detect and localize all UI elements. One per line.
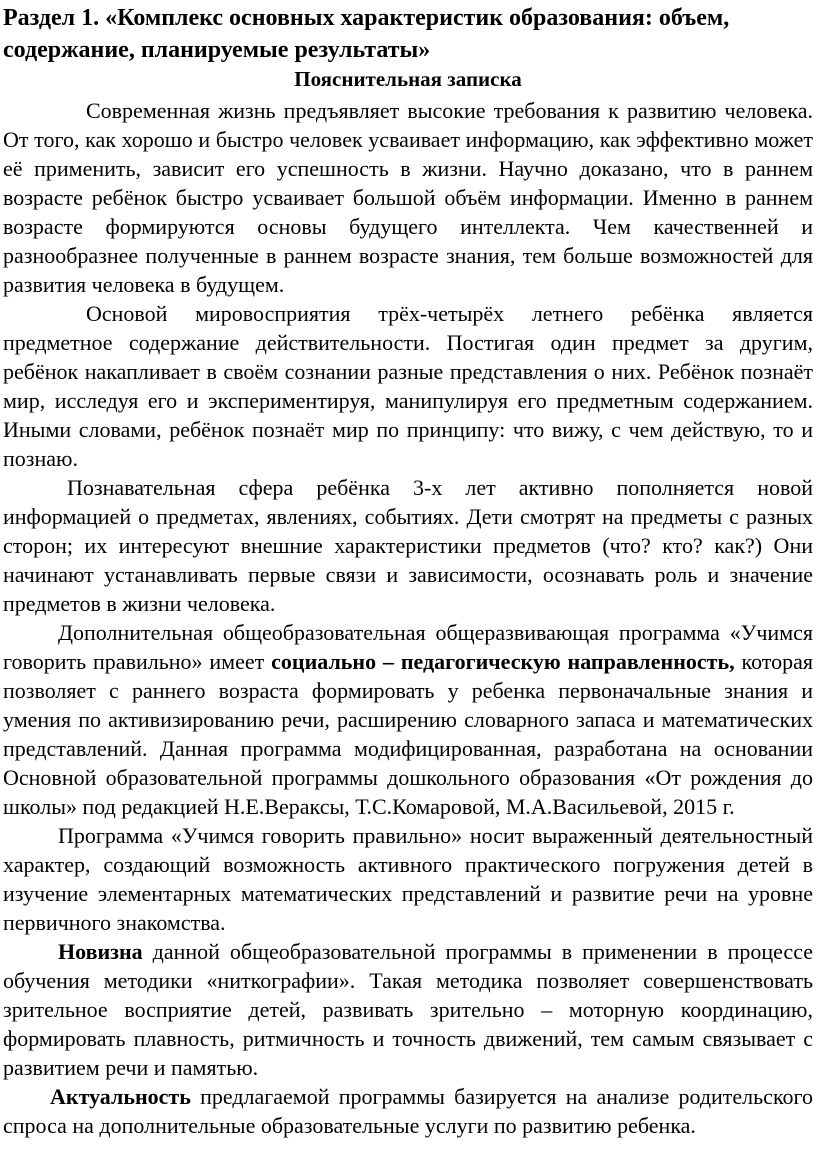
- paragraph-4: [3, 618, 813, 821]
- paragraph-5: Программа «Учимся говорить правильно» носит выраженный деятельностный характер, создающий возможность активного практического погружения детей в изучение элементарных математических представлений и развитие речи на уровне первичного знакомства.: [3, 823, 813, 935]
- paragraph-1: Современная жизнь предъявляет высокие требования к развитию человека. От того, как хорошо и быстро человек усваивает информацию, как эффективно может её применить, зависит его успешность в жизни. Научно доказано, что в раннем возрасте ребёнок быстро усваивает большой объём информации. Именно в раннем возрасте формируются основы будущего интеллекта. Чем качественней и разнообразнее полученные в раннем возрасте знания, тем больше возможностей для развития человека в будущем.: [3, 98, 813, 297]
- section-title: Раздел 1. «Комплекс основных характеристик образования: объем, содержание, планируемые результаты»: [3, 5, 730, 63]
- novelty-term: Новизна: [58, 939, 143, 964]
- paragraph-4-emphasis: социально – педагогическую направленность,: [271, 649, 735, 674]
- paragraph-2: Основой мировосприятия трёх-четырёх летнего ребёнка является предметное содержание действительности. Постигая один предмет за другим, ребёнок накапливает в своём сознании разные представления о них. Ребёнок познаёт мир, исследуя его и экспериментируя, манипулируя его предметным содержанием. Иными словами, ребёнок познаёт мир по принципу: что вижу, с чем действую, то и познаю.: [3, 301, 813, 471]
- paragraph-4-intro: Дополнительная общеобразовательная общеразвивающая программа «Учимся говорить правильно» имеет: [3, 620, 813, 674]
- document-page: [3, 2, 813, 1140]
- paragraph-3: Познавательная сфера ребёнка 3-х лет активно пополняется новой информацией о предметах, явлениях, событиях. Дети смотрят на предметы с разных сторон; их интересуют внешние характеристики предметов (что? кто? как?) Они начинают устанавливать первые связи и зависимости, осознавать роль и значение предметов в жизни человека.: [3, 475, 813, 616]
- paragraph-4-rest: которая позволяет с раннего возраста формировать у ребенка первоначальные знания и умения по активизированию речи, расширению словарного запаса и математических представлений. Данная программа модифицированная, разработана на основании Основной образовательной программы дошкольного образования «От рождения до школы» под редакцией Н.Е.Вераксы, Т.С.Комаровой, М.А.Васильевой, 2015 г.: [3, 649, 813, 819]
- paragraph-7-rest: предлагаемой программы базируется на анализе родительского спроса на дополнительные образовательные услуги по развитию ребенка.: [3, 1084, 813, 1138]
- subtitle: Пояснительная записка: [294, 67, 522, 91]
- paragraph-7: [3, 1082, 813, 1140]
- relevance-term: Актуальность: [50, 1084, 191, 1109]
- paragraph-6: [3, 937, 813, 1082]
- paragraph-6-rest: данной общеобразовательной программы в применении в процессе обучения методики «ниткографии». Такая методика позволяет совершенствовать зрительное восприятие детей, развивать зрительно – моторную координацию, формировать плавность, ритмичность и точность движений, тем самым связывает с развитием речи и памятью.: [3, 939, 813, 1080]
